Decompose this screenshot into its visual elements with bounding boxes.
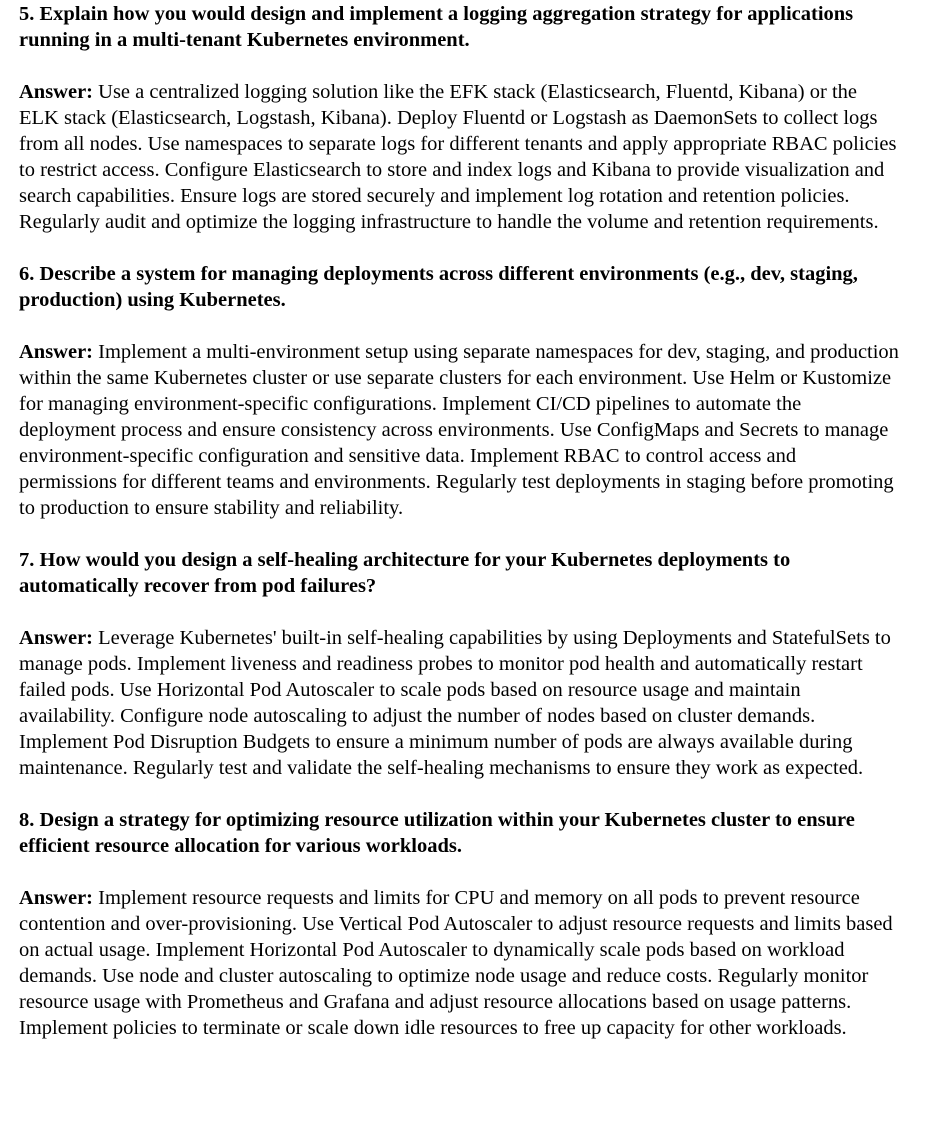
answer-paragraph — [19, 339, 899, 521]
qa-item-6 — [19, 261, 926, 521]
question-heading: 7. How would you design a self-healing architecture for your Kubernetes deployments to automatically recover from pod failures? — [19, 549, 791, 597]
answer-paragraph — [19, 625, 899, 781]
question-heading: 5. Explain how you would design and implement a logging aggregation strategy for applications running in a multi-tenant Kubernetes environment. — [19, 3, 854, 51]
answer-paragraph — [19, 885, 899, 1041]
answer-paragraph — [19, 79, 899, 235]
qa-item-5 — [19, 1, 926, 235]
answer-text: Implement resource requests and limits for CPU and memory on all pods to prevent resource contention and over-provisioning. Use Vertical Pod Autoscaler to adjust resource requests and limits based on actual usage. Implement Horizontal Pod Autoscaler to dynamically scale pods based on workload demands. Use node and cluster autoscaling to optimize node usage and reduce costs. Regularly monitor resource usage with Prometheus and Grafana and adjust resource allocations based on usage patterns. Implement policies to terminate or scale down idle resources to free up capacity for other workloads. — [19, 887, 893, 1039]
qa-item-8 — [19, 807, 926, 1041]
answer-text: Use a centralized logging solution like the EFK stack (Elasticsearch, Fluentd, Kibana) or the ELK stack (Elasticsearch, Logstash, Kibana). Deploy Fluentd or Logstash as DaemonSets to collect logs from all nodes. Use namespaces to separate logs for different tenants and apply appropriate RBAC policies to restrict access. Configure Elasticsearch to store and index logs and Kibana to provide visualization and search capabilities. Ensure logs are stored securely and implement log rotation and retention policies. Regularly audit and optimize the logging infrastructure to handle the volume and retention requirements. — [19, 81, 897, 233]
answer-label: Answer: — [19, 81, 94, 103]
question-heading: 8. Design a strategy for optimizing resource utilization within your Kubernetes cluster to ensure efficient resource allocation for various workloads. — [19, 809, 855, 857]
qa-item-7 — [19, 547, 926, 781]
answer-text: Implement a multi-environment setup using separate namespaces for dev, staging, and production within the same Kubernetes cluster or use separate clusters for each environment. Use Helm or Kustomize for managing environment-specific configurations. Implement CI/CD pipelines to automate the deployment process and ensure consistency across environments. Use ConfigMaps and Secrets to manage environment-specific configuration and sensitive data. Implement RBAC to control access and permissions for different teams and environments. Regularly test deployments in staging before promoting to production to ensure stability and reliability. — [19, 341, 899, 519]
answer-label: Answer: — [19, 341, 94, 363]
answer-label: Answer: — [19, 627, 94, 649]
question-heading: 6. Describe a system for managing deployments across different environments (e.g., dev, staging, production) using Kubernetes. — [19, 263, 858, 311]
answer-label: Answer: — [19, 887, 94, 909]
answer-text: Leverage Kubernetes' built-in self-healing capabilities by using Deployments and StatefulSets to manage pods. Implement liveness and readiness probes to monitor pod health and automatically restart failed pods. Use Horizontal Pod Autoscaler to scale pods based on resource usage and maintain availability. Configure node autoscaling to adjust the number of nodes based on cluster demands. Implement Pod Disruption Budgets to ensure a minimum number of pods are always available during maintenance. Regularly test and validate the self-healing mechanisms to ensure they work as expected. — [19, 627, 891, 779]
